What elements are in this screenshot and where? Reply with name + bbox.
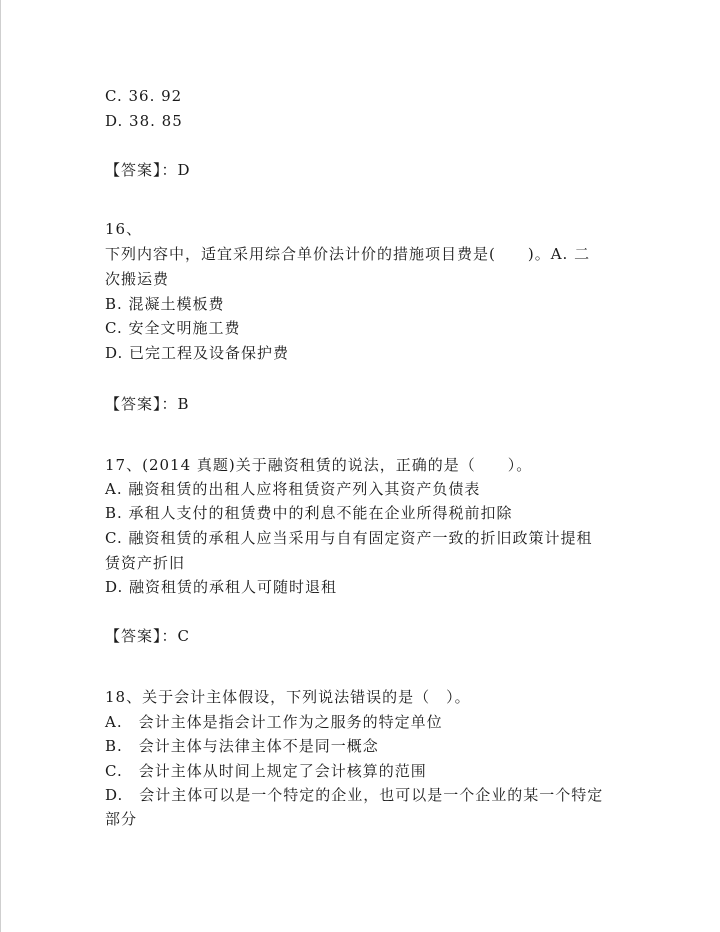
q16-answer: 【答案】：B bbox=[105, 395, 190, 413]
q18-stem: 18、关于会计主体假设，下列说法错误的是（ ）。 bbox=[105, 688, 471, 706]
q18-option-c: C. 会计主体从时间上规定了会计核算的范围 bbox=[105, 762, 427, 780]
q16-option-b: B. 混凝土模板费 bbox=[105, 295, 225, 313]
q16-stem-line2: 次搬运费 bbox=[105, 270, 170, 288]
q18-option-d-line2: 部分 bbox=[105, 810, 138, 828]
q17-option-b: B. 承租人支付的租赁费中的利息不能在企业所得税前扣除 bbox=[105, 504, 513, 522]
q17-option-c-line2: 赁资产折旧 bbox=[105, 554, 186, 572]
q15-option-c: C. 36. 92 bbox=[105, 87, 183, 105]
q17-stem: 17、(2014 真题)关于融资租赁的说法，正确的是（ ）。 bbox=[105, 456, 533, 474]
q15-answer: 【答案】：D bbox=[105, 161, 191, 179]
q18-option-a: A. 会计主体是指会计工作为之服务的特定单位 bbox=[105, 713, 443, 731]
q17-option-c-line1: C. 融资租赁的承租人应当采用与自有固定资产一致的折旧政策计提租 bbox=[105, 529, 593, 547]
q16-option-c: C. 安全文明施工费 bbox=[105, 319, 241, 337]
q17-answer: 【答案】：C bbox=[105, 627, 190, 645]
q18-option-b: B. 会计主体与法律主体不是同一概念 bbox=[105, 737, 379, 755]
q16-stem-line1: 下列内容中，适宜采用综合单价法计价的措施项目费是( )。A. 二 bbox=[105, 245, 591, 263]
q15-option-d: D. 38. 85 bbox=[105, 112, 183, 130]
q17-option-a: A. 融资租赁的出租人应将租赁资产列入其资产负债表 bbox=[105, 480, 481, 498]
page-edge bbox=[0, 0, 1, 932]
q16-option-d: D. 已完工程及设备保护费 bbox=[105, 344, 290, 362]
q16-number: 16、 bbox=[105, 220, 143, 238]
q17-option-d: D. 融资租赁的承租人可随时退租 bbox=[105, 578, 338, 596]
q18-option-d-line1: D. 会计主体可以是一个特定的企业，也可以是一个企业的某一个特定 bbox=[105, 786, 604, 804]
